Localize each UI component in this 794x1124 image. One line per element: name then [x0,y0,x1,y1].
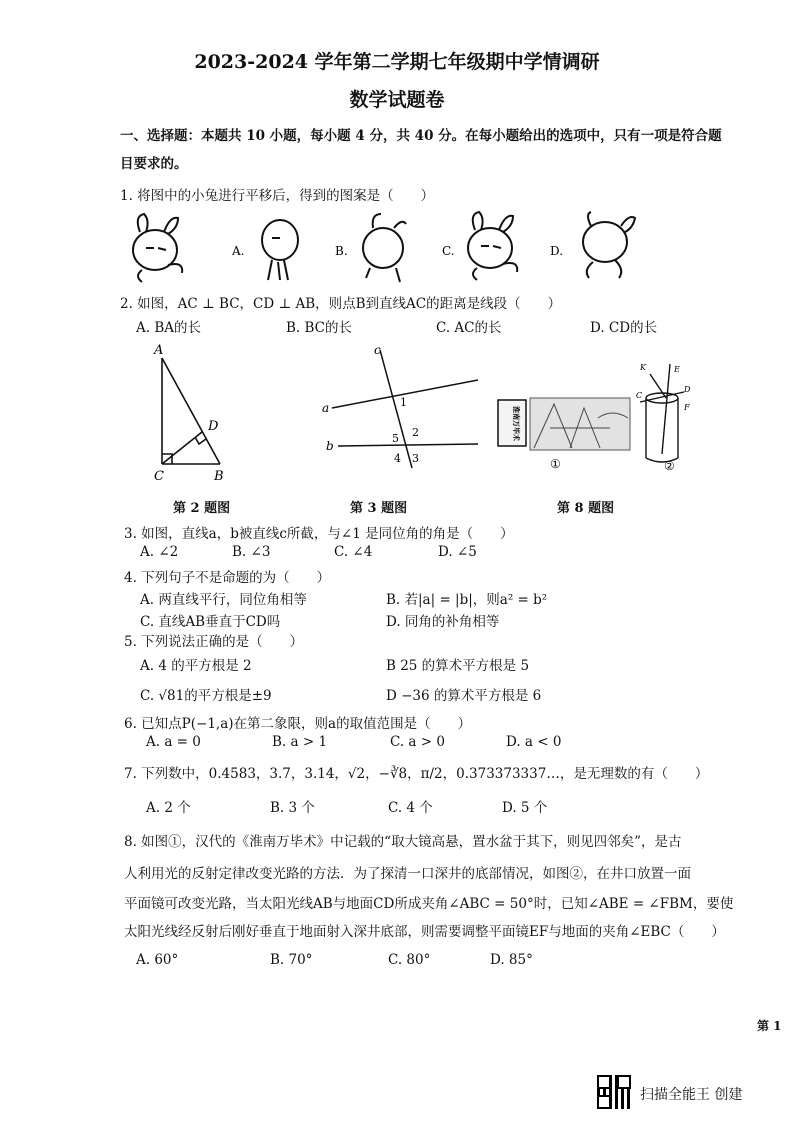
q7-option-b: B. 3 个 [270,800,315,816]
rabbit-option-a-icon [262,220,298,280]
q1-label-b: B. [335,244,348,258]
q5-option-b: B 25 的算术平方根是 5 [386,658,530,674]
question-1-stem: 1. 将图中的小兔进行平移后，得到的图案是（ ） [120,188,435,204]
fig8-label-1: ① [550,457,561,471]
q6-option-a: A. a = 0 [146,734,201,750]
fig3-angle-3: 3 [412,452,419,465]
fig3-angle-1: 1 [400,396,407,409]
question-8-line4: 太阳光线经反射后刚好垂直于地面射入深井底部，则需要调整平面镜EF与地面的夹角∠EBC（ ） [124,924,725,940]
fig3-line-c [380,350,412,468]
question-7-stem: 7. 下列数中，0.4583，3.7，3.14，√2，−∛8，π/2，0.373373337…，是无理数的有（ ） [124,766,709,782]
q7-option-c: C. 4 个 [388,800,433,816]
q1-label-a: A. [232,244,245,258]
fig2-label-d: D [208,419,219,434]
q8-option-a: A. 60° [136,952,179,968]
question-8-line1: 8. 如图①，汉代的《淮南万毕术》中记载的“取大镜高悬，置水盆于其下，则见四邻矣”，是古 [124,834,682,850]
fig2-label-a: A [154,343,164,358]
q3-option-c: C. ∠4 [334,544,373,560]
q6-option-d: D. a < 0 [506,734,562,750]
q1-label-d: D. [550,244,564,258]
fig2-label-b: B [214,469,224,484]
exam-subtitle: 数学试题卷 [349,89,445,111]
q4-option-d: D. 同角的补角相等 [386,614,500,630]
q5-option-d: D −36 的算术平方根是 6 [386,688,542,704]
q5-option-c: C. √81的平方根是±9 [140,688,272,704]
q4-option-c: C. 直线AB垂直于CD吗 [140,614,281,630]
rabbit-original-icon [133,214,182,282]
rabbit-option-c-icon [468,212,517,280]
fig3-angle-2: 2 [412,426,419,439]
rabbit-option-b-icon [363,214,406,282]
q2-option-d: D. CD的长 [590,320,658,336]
rabbit-option-d-icon [583,212,635,278]
fig8-label-2: ② [664,459,675,473]
figure-2-triangle [150,340,250,490]
q8-option-b: B. 70° [270,952,313,968]
fig3-angle-4: 4 [394,452,401,465]
figure-8-caption: 第 8 题图 [557,501,615,516]
fig3-angle-5: 5 [392,432,399,445]
figure-3-lines [318,340,488,470]
q4-option-a: A. 两直线平行，同位角相等 [140,592,307,608]
q6-option-b: B. a > 1 [272,734,328,750]
figure-8-illustration [490,358,710,478]
fig8-book-title: 淮南万毕术 [512,406,521,441]
fig2-segment-cd [162,432,202,464]
question-8-line2: 人利用光的反射定律改变光路的方法．为了探清一口深井的底部情况，如图②，在井口放置一面 [124,866,691,882]
question-3-stem: 3. 如图，直线a，b被直线c所截，与∠1 是同位角的角是（ ） [124,526,514,542]
question-5-stem: 5. 下列说法正确的是（ ） [124,634,304,650]
fig3-label-b: b [326,439,334,453]
q2-option-a: A. BA的长 [136,320,202,336]
q1-rabbit-figures [120,210,680,285]
fig8-label-c: C [636,391,643,400]
section-instruction-line1: 一、选择题：本题共 10 小题，每小题 4 分，共 40 分。在每小题给出的选项中，只有一项是符合题 [120,128,722,144]
q2-option-c: C. AC的长 [436,320,502,336]
q8-option-d: D. 85° [490,952,533,968]
exam-title: 2023-2024 学年第二学期七年级期中学情调研 [194,51,600,73]
fig8-label-k: K [640,363,646,372]
fig3-line-b [338,444,478,446]
fig2-label-c: C [154,469,164,484]
q7-option-d: D. 5 个 [502,800,548,816]
fig3-label-a: a [322,401,330,415]
q8-option-c: C. 80° [388,952,431,968]
fig8-label-e: E [674,365,680,374]
section-instruction-line2: 目要求的。 [120,156,188,172]
q3-option-d: D. ∠5 [438,544,477,560]
q4-option-b: B. 若|a| = |b|，则a² = b² [386,592,548,608]
figure-3-caption: 第 3 题图 [350,501,408,516]
fig3-label-c: c [374,343,381,357]
q3-option-b: B. ∠3 [232,544,271,560]
q3-option-a: A. ∠2 [140,544,179,560]
q2-option-b: B. BC的长 [286,320,353,336]
page-number: 第 1 [757,1019,782,1033]
q1-label-c: C. [442,244,455,258]
scanner-watermark: 扫描全能王 创建 [640,1087,743,1103]
fig2-segment-ab [162,358,220,464]
qr-code-icon [597,1075,631,1109]
fig8-label-f: F [684,403,690,412]
fig8-well-cylinder [640,364,684,462]
q6-option-c: C. a > 0 [390,734,445,750]
question-2-stem: 2. 如图，AC ⊥ BC，CD ⊥ AB，则点B到直线AC的距离是线段（ ） [120,296,562,312]
figure-2-caption: 第 2 题图 [173,501,231,516]
fig8-label-d: D [684,385,691,394]
question-6-stem: 6. 已知点P(−1,a)在第二象限，则a的取值范围是（ ） [124,716,472,732]
q5-option-a: A. 4 的平方根是 2 [140,658,252,674]
question-8-line3: 平面镜可改变光路，当太阳光线AB与地面CD所成夹角∠ABC = 50°时，已知∠ABE = ∠FBM，要使 [124,896,734,912]
q7-option-a: A. 2 个 [146,800,191,816]
question-4-stem: 4. 下列句子不是命题的为（ ） [124,570,331,586]
